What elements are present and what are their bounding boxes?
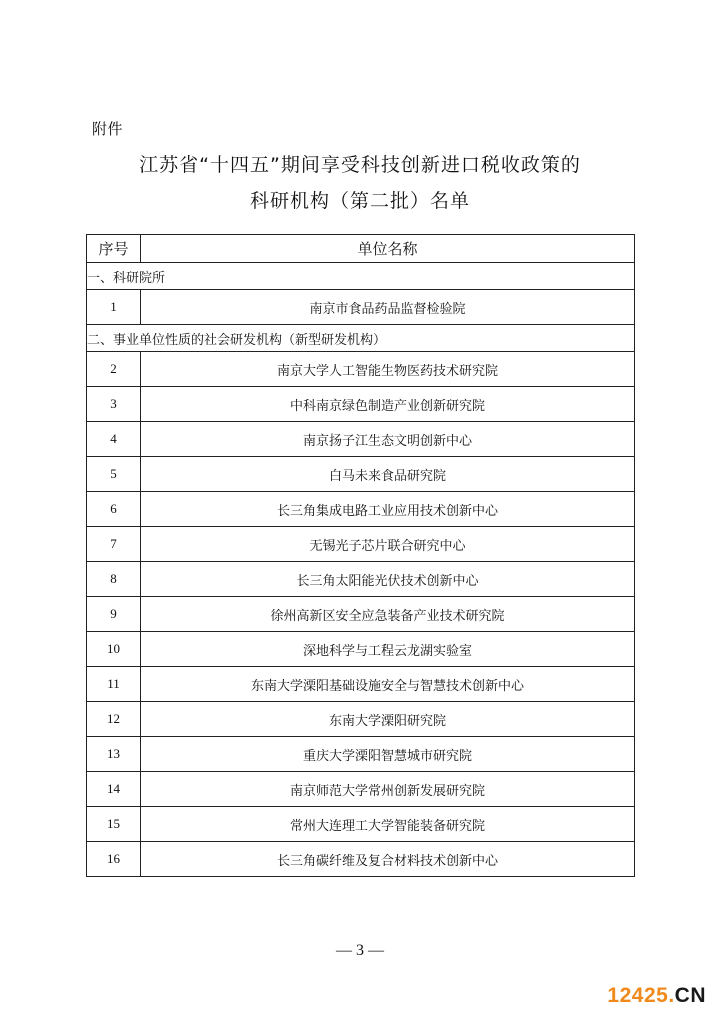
row-unit-name: 南京大学人工智能生物医药技术研究院 [141, 352, 635, 387]
row-number: 3 [87, 387, 141, 422]
row-number: 16 [87, 842, 141, 877]
row-unit-name: 中科南京绿色制造产业创新研究院 [141, 387, 635, 422]
table-body [87, 263, 635, 877]
table-row [87, 737, 635, 772]
row-number: 10 [87, 632, 141, 667]
section-row [87, 325, 635, 352]
table-row [87, 772, 635, 807]
table-row [87, 290, 635, 325]
row-unit-name: 长三角集成电路工业应用技术创新中心 [141, 492, 635, 527]
table-row [87, 422, 635, 457]
section-heading: 一、科研院所 [87, 263, 635, 290]
row-unit-name: 长三角碳纤维及复合材料技术创新中心 [141, 842, 635, 877]
table-row [87, 702, 635, 737]
table-row [87, 492, 635, 527]
table-header-row [87, 235, 635, 263]
row-unit-name: 南京市食品药品监督检验院 [141, 290, 635, 325]
row-number: 6 [87, 492, 141, 527]
row-number: 5 [87, 457, 141, 492]
document-title-line-2: 科研机构（第二批）名单 [249, 190, 470, 212]
table-row [87, 632, 635, 667]
table-row [87, 457, 635, 492]
page-number: — 3 — [336, 942, 384, 959]
row-unit-name: 长三角太阳能光伏技术创新中心 [141, 562, 635, 597]
row-number: 12 [87, 702, 141, 737]
table-row [87, 807, 635, 842]
header-unit-name: 单位名称 [141, 235, 635, 263]
row-number: 8 [87, 562, 141, 597]
table-row [87, 842, 635, 877]
row-unit-name: 常州大连理工大学智能装备研究院 [141, 807, 635, 842]
institutions-table [86, 234, 635, 877]
document-title-line-1: 江苏省“十四五”期间享受科技创新进口税收政策的 [139, 154, 581, 176]
row-number: 9 [87, 597, 141, 632]
table-row [87, 597, 635, 632]
row-number: 2 [87, 352, 141, 387]
row-unit-name: 徐州高新区安全应急装备产业技术研究院 [141, 597, 635, 632]
row-number: 4 [87, 422, 141, 457]
row-number: 13 [87, 737, 141, 772]
watermark-dot: . [668, 984, 675, 1007]
row-unit-name: 东南大学溧阳基础设施安全与智慧技术创新中心 [141, 667, 635, 702]
row-number: 11 [87, 667, 141, 702]
attachment-label: 附件 [92, 120, 124, 138]
table-row [87, 387, 635, 422]
table-row [87, 562, 635, 597]
site-watermark [607, 984, 706, 1008]
row-unit-name: 深地科学与工程云龙湖实验室 [141, 632, 635, 667]
row-number: 14 [87, 772, 141, 807]
row-unit-name: 重庆大学溧阳智慧城市研究院 [141, 737, 635, 772]
table-row [87, 352, 635, 387]
section-row [87, 263, 635, 290]
header-number: 序号 [87, 235, 141, 263]
table-row [87, 667, 635, 702]
row-unit-name: 南京扬子江生态文明创新中心 [141, 422, 635, 457]
row-number: 1 [87, 290, 141, 325]
row-unit-name: 白马未来食品研究院 [141, 457, 635, 492]
section-heading: 二、事业单位性质的社会研发机构（新型研发机构） [87, 325, 635, 352]
watermark-number: 12425 [607, 984, 669, 1007]
row-unit-name: 南京师范大学常州创新发展研究院 [141, 772, 635, 807]
table-row [87, 527, 635, 562]
row-unit-name: 东南大学溧阳研究院 [141, 702, 635, 737]
row-unit-name: 无锡光子芯片联合研究中心 [141, 527, 635, 562]
row-number: 15 [87, 807, 141, 842]
watermark-suffix: CN [674, 984, 706, 1007]
row-number: 7 [87, 527, 141, 562]
